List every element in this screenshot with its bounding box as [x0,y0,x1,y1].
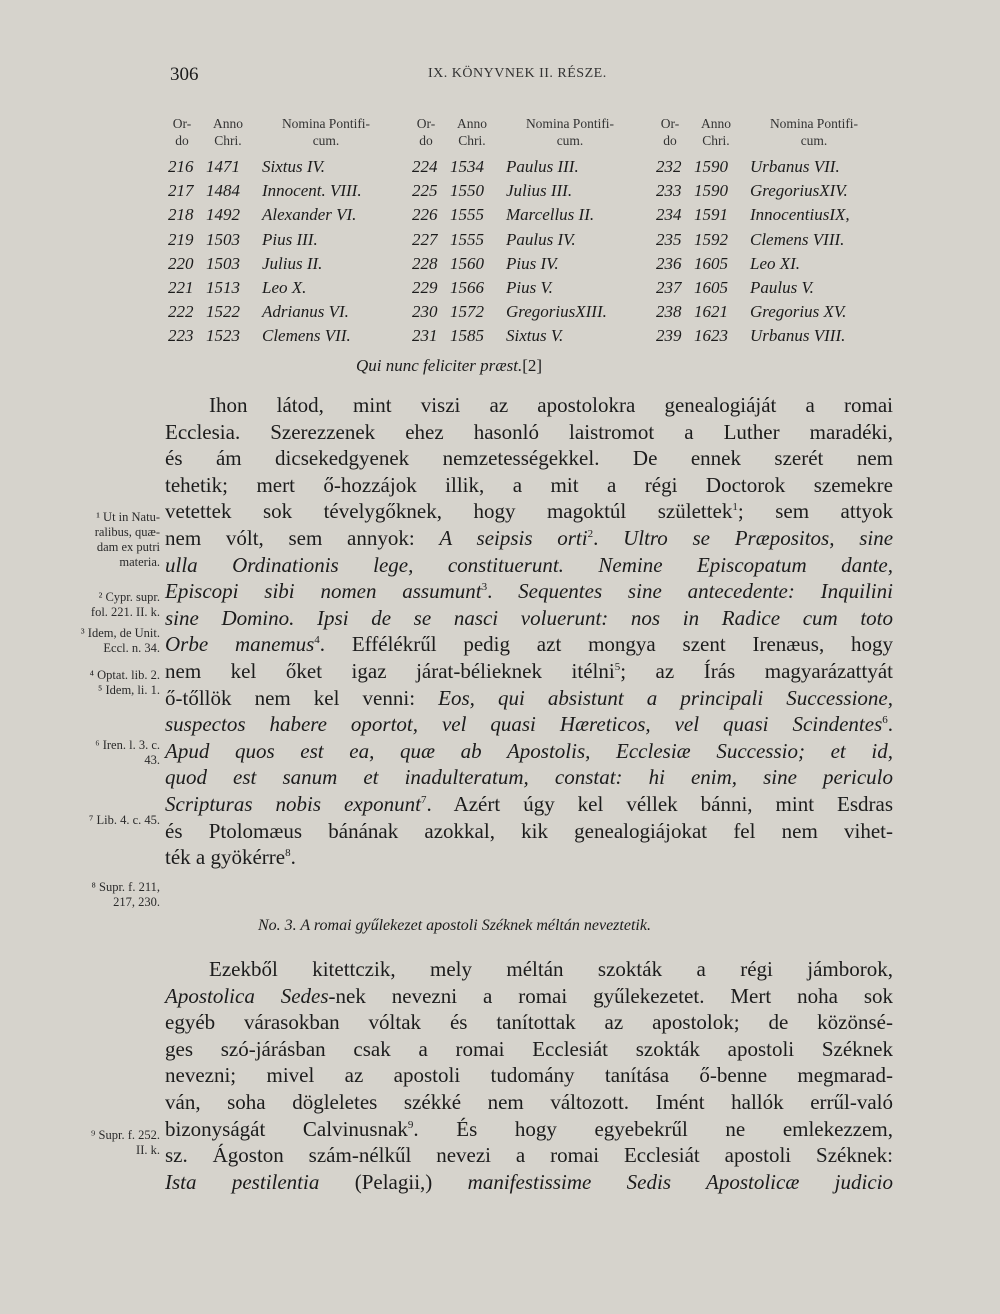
text-line: sz. Ágoston szám-nélkűl nevezi a romai Ecclesiát apostoli Széknek: [165,1143,893,1168]
cell-name: Clemens VII. [262,326,351,346]
col-header-nomina: Nomina Pontifi- cum. [281,116,371,148]
margin-note: ² Cypr. supr. fol. 221. II. k. [90,590,160,619]
cell-anno: 1550 [450,181,484,201]
cell-anno: 1592 [694,229,728,249]
cell-name: Paulus V. [750,278,814,297]
cell-anno: 1555 [450,205,484,225]
cell-ordo: 216 [168,157,194,176]
cell-anno: 1591 [694,205,728,225]
cell-anno: 1590 [694,181,728,201]
cell-ordo: 223 [168,326,194,346]
cell-ordo: 218 [168,205,194,225]
text-line: suspectos habere oportot, vel quasi Hæreticos, vel quasi Scindentes$^6$. [165,712,893,737]
cell-anno: 1513 [206,278,240,297]
cell-ordo: 237 [656,278,682,297]
margin-note: ⁶ Iren. l. 3. c. 43. [95,738,160,767]
text-line: Ista pestilentia (Pelagii,) manifestissime Sedis Apostolicæ judicio [165,1169,894,1194]
cell-name: Paulus III. [506,157,579,176]
cell-anno: 1555 [450,229,484,249]
text-line: ulla Ordinationis lege, constituerunt. Nemine Episcopatum dante, [165,552,893,577]
margin-note: ⁷ Lib. 4. c. 45. [88,813,160,827]
cell-anno: 1585 [450,326,484,346]
text-line: Ihon látod, mint viszi az apostolokra genealogiáját a romai [209,393,893,417]
cell-anno: 1503 [206,253,240,273]
cell-name: Leo X. [262,278,307,297]
cell-name: Julius III. [506,181,573,201]
text-line: nem vólt, sem annyok: A seipsis orti$^2$. Ultro se Præpositos, sine [165,526,894,550]
text-line: Apud quos est ea, quæ ab Apostolis, Ecclesiæ Successio; et id, [165,738,893,763]
cell-anno: 1605 [694,253,728,273]
cell-name: GregoriusXIV. [750,181,848,201]
cell-name: Gregorius XV. [750,302,847,322]
text-line: és ám dicsekedgyenek nemzetességekkel. De ennek szerét nem [165,446,893,471]
text-line: sine Domino. Ipsi de se nasci voluerunt: nos in Radice cum toto [165,605,893,630]
cell-anno: 1523 [206,326,240,346]
text-line: Ezekből kitettczik, mely méltán szokták a régi jámborok, [209,957,893,981]
cell-anno: 1484 [206,181,240,201]
cell-ordo: 234 [656,205,682,225]
cell-anno: 1605 [694,278,728,297]
cell-ordo: 230 [412,302,438,322]
cell-ordo: 238 [656,302,682,322]
text-line: nem kel őket igaz járat-bélieknek itélni$^5$; az Írás magyarázattyát [165,659,893,683]
cell-name: Pius V. [506,278,553,297]
cell-name: Sixtus V. [506,326,564,346]
cell-name: Sixtus IV. [262,157,325,176]
margin-note: ⁵ Idem, li. 1. [98,683,160,697]
cell-ordo: 219 [168,229,194,249]
cell-name: Pius IV. [506,253,559,273]
text-line: vetettek sok tévelygőknek, hogy magoktúl születtek$^1$; sem attyok [165,499,894,524]
cell-ordo: 227 [412,229,438,249]
cell-name: Clemens VIII. [750,229,845,249]
margin-note: ⁴ Optat. lib. 2. [89,668,160,682]
cell-anno: 1492 [206,205,240,225]
cell-anno: 1621 [694,302,728,322]
cell-ordo: 224 [412,157,438,176]
text-line: ő-tőllök nem kel venni: Eos, qui absistunt a principali Successione, [165,685,894,710]
cell-ordo: 229 [412,278,438,297]
text-line: Orbe manemus$^4$. Effélékrűl pedig azt mongya szent Irenæus, hogy [165,632,893,657]
page-number: 306 [170,64,199,85]
text-line: Apostolica Sedes-nek nevezni a romai gyűlekezetet. Mert noha sok [165,983,893,1008]
cell-ordo: 236 [656,253,682,273]
running-head: IX. KÖNYVNEK II. RÉSZE. [428,66,607,81]
cell-ordo: 233 [656,181,682,201]
cell-name: Urbanus VIII. [750,326,846,346]
cell-name: Julius II. [262,253,323,273]
text-line: quod est sanum et inadulteratum, constat: hi enim, sine periculo [165,765,893,790]
cell-anno: 1503 [206,229,240,249]
cell-name: Leo XI. [750,253,801,273]
text-line: ges szó-járásban csak a romai Ecclesiát szokták apostoli Széknek [165,1036,893,1061]
cell-ordo: 232 [656,157,682,176]
col-header-nomina: Nomina Pontifi- cum. [525,116,615,148]
cell-name: InnocentiusIX, [750,205,850,225]
cell-name: GregoriusXIII. [506,302,607,322]
cell-ordo: 239 [656,326,682,346]
cell-name: Pius III. [262,229,318,249]
col-header-anno: Anno Chri. [457,116,487,148]
cell-ordo: 231 [412,326,438,346]
cell-ordo: 225 [412,181,438,201]
cell-name: Urbanus VII. [750,157,840,176]
col-header-ordo: Or- do [172,116,192,148]
text-line: nevezni; mivel az apostoli tudomány tanítása ő-benne megmarad- [165,1063,893,1088]
text-line: Ecclesia. Szerezzenek ehez hasonló laistromot a Luther maradéki, [165,419,893,444]
cell-name: Alexander VI. [262,205,357,225]
cell-ordo: 222 [168,302,194,322]
cell-anno: 1522 [206,302,240,322]
col-header-ordo: Or- do [416,116,436,148]
cell-anno: 1560 [450,253,484,273]
cell-ordo: 221 [168,278,194,297]
cell-ordo: 228 [412,253,438,273]
cell-anno: 1471 [206,157,240,176]
text-line: egyéb várasokban vóltak és tanítottak az apostolok; de közönsé- [165,1010,893,1035]
cell-anno: 1572 [450,302,484,322]
text-line: Episcopi sibi nomen assumunt$^3$. Sequentes sine antecedente: Inquilini [165,579,893,604]
cell-name: Adrianus VI. [262,302,349,322]
cell-name: Marcellus II. [506,205,595,225]
margin-note: ⁹ Supr. f. 252. II. k. [91,1128,160,1157]
section-heading: No. 3. A romai gyűlekezet apostoli Széknek méltán neveztetik. [258,917,651,934]
text-line: és Ptolomæus bánának azokkal, kik genealogiájokat fel nem vihet- [165,818,893,843]
cell-ordo: 226 [412,205,438,225]
text-line: tehetik; mert ő-hozzájok illik, a mit a régi Doctorok szemekre [165,472,893,497]
text-line: ték a gyökérre$^8$. [165,845,296,870]
cell-ordo: 220 [168,253,194,273]
cell-anno: 1590 [694,157,728,176]
table-footer: Qui nunc feliciter præst.[2] [356,356,543,375]
cell-anno: 1623 [694,326,728,346]
cell-anno: 1566 [450,278,484,297]
text-line: ván, soha dögleletes székké nem változott. Imént hallók errűl-való [165,1090,893,1114]
col-header-nomina: Nomina Pontifi- cum. [769,116,859,148]
margin-note: ³ Idem, de Unit. Eccl. n. 34. [80,626,160,655]
margin-note: ¹ Ut in Natu- ralibus, quæ- dam ex putri materia. [94,510,160,569]
cell-name: Innocent. VIII. [262,181,362,201]
text-line: bizonyságát Calvinusnak$^9$. És hogy egyebekrűl ne emlekezzem, [165,1116,893,1141]
text-line: Scripturas nobis exponunt$^7$. Azért úgy kel véllek bánni, mint Esdras [165,792,893,816]
col-header-ordo: Or- do [660,116,680,148]
col-header-anno: Anno Chri. [701,116,731,148]
cell-anno: 1534 [450,157,484,176]
col-header-anno: Anno Chri. [213,116,243,148]
cell-name: Paulus IV. [506,229,576,249]
margin-note: ⁸ Supr. f. 211, 217, 230. [91,880,160,909]
cell-ordo: 235 [656,229,682,249]
cell-ordo: 217 [168,181,194,201]
